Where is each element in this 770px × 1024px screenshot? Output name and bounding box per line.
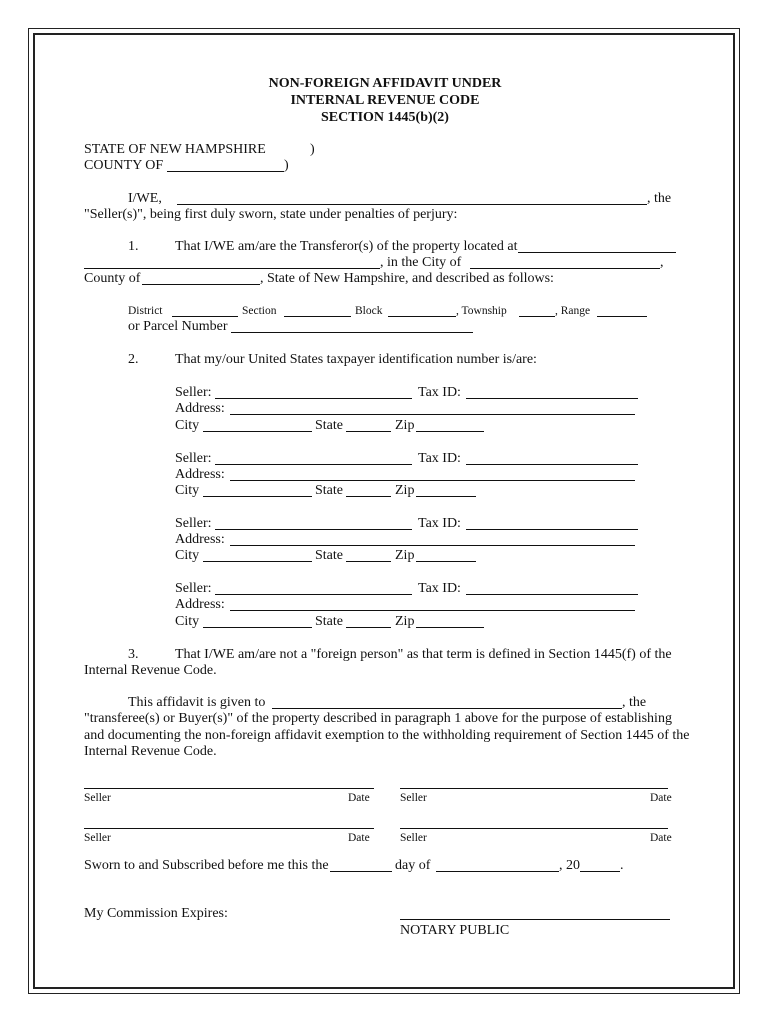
notary-signature-line[interactable] [400,919,670,920]
iwe-label: I/WE, [128,191,162,206]
block-line[interactable] [388,316,456,317]
township-line[interactable] [519,316,555,317]
seller-signature-label: Seller [84,792,111,804]
block-label: Block [355,305,383,317]
seller-label: Seller: [175,581,212,596]
section-line[interactable] [284,316,351,317]
date-label: Date [348,792,370,804]
tax-id-line[interactable] [466,398,638,399]
seller-label: Seller: [175,385,212,400]
state-label: State [315,548,343,563]
district-line[interactable] [172,316,238,317]
city-line[interactable] [203,496,312,497]
state-line[interactable] [346,561,391,562]
city-label: City [175,418,200,433]
state-label: State [315,614,343,629]
date-label: Date [348,832,370,844]
sworn-day-line[interactable] [330,871,392,872]
para3-text-2: Internal Revenue Code. [84,663,217,678]
tax-id-line[interactable] [466,529,638,530]
sworn-text: Sworn to and Subscribed before me this the [84,858,329,873]
seller-name-line[interactable] [215,398,412,399]
seller-label: Seller: [175,516,212,531]
city-line[interactable] [203,627,312,628]
county-of-label: County of [84,271,141,286]
city-label: City [175,614,200,629]
intro-text: "Seller(s)", being first duly sworn, state under penalties of perjury: [84,207,458,222]
sworn-year-line[interactable] [580,871,620,872]
zip-label: Zip [395,418,415,433]
address-line[interactable] [230,545,635,546]
address-line[interactable] [230,414,635,415]
address-label: Address: [175,597,225,612]
tax-id-label: Tax ID: [418,385,461,400]
city-comma: , [660,255,664,270]
affidavit-text-4: Internal Revenue Code. [84,744,217,759]
parcel-label: or Parcel Number [128,319,228,334]
seller-signature-label: Seller [84,832,111,844]
address-label: Address: [175,532,225,547]
tax-id-line[interactable] [466,594,638,595]
zip-line[interactable] [416,561,476,562]
affidavit-text-2: "transferee(s) or Buyer(s)" of the property described in paragraph 1 above for the purpose of establishing [84,711,672,726]
seller-signature-label: Seller [400,832,427,844]
state-line[interactable] [346,627,391,628]
tax-id-line[interactable] [466,464,638,465]
year-label: , 20 [559,858,580,873]
seller-signature-line-3[interactable] [84,828,374,829]
commission-expires-label: My Commission Expires: [84,906,228,921]
state-line[interactable] [346,431,391,432]
affidavit-text-3: and documenting the non-foreign affidavit exemption to the withholding requirement of Section 1445 of the [84,728,690,743]
state-description-text: , State of New Hampshire, and described as follows: [260,271,554,286]
city-line[interactable] [470,268,660,269]
para3-text: That I/WE am/are not a "foreign person" as that term is defined in Section 1445(f) of the [175,647,672,662]
seller-label: Seller: [175,451,212,466]
title-line-1: NON-FOREIGN AFFIDAVIT UNDER [268,76,502,91]
address-label: Address: [175,467,225,482]
county-paren: ) [284,158,289,173]
sworn-period: . [620,858,624,873]
zip-line[interactable] [416,496,476,497]
iwe-the: , the [647,191,672,206]
address-line[interactable] [230,480,635,481]
city-label: City [175,548,200,563]
para3-number: 3. [128,647,139,662]
address-label: Address: [175,401,225,416]
affidavit-given-label: This affidavit is given to [128,695,266,710]
title-line-3: SECTION 1445(b)(2) [321,110,449,125]
zip-line[interactable] [416,627,484,628]
parcel-line[interactable] [231,332,473,333]
county-of-line[interactable] [142,284,260,285]
city-label: , in the City of [380,255,462,270]
affidavit-the: , the [622,695,647,710]
zip-label: Zip [395,483,415,498]
state-line[interactable] [346,496,391,497]
tax-id-label: Tax ID: [418,581,461,596]
property-location-line-2[interactable] [84,268,380,269]
range-line[interactable] [597,316,647,317]
section-label: Section [242,305,277,317]
district-label: District [128,305,163,317]
seller-signature-line-1[interactable] [84,788,374,789]
zip-label: Zip [395,548,415,563]
state-label: State [315,418,343,433]
seller-signature-line-2[interactable] [400,788,668,789]
address-line[interactable] [230,610,635,611]
city-line[interactable] [203,561,312,562]
title-line-2: INTERNAL REVENUE CODE [290,93,480,108]
county-line[interactable] [167,171,284,172]
para1-number: 1. [128,239,139,254]
notary-public-label: NOTARY PUBLIC [400,923,510,938]
seller-names-line[interactable] [177,204,647,205]
tax-id-label: Tax ID: [418,451,461,466]
para2-number: 2. [128,352,139,367]
day-of-label: day of [395,858,431,873]
seller-signature-label: Seller [400,792,427,804]
zip-label: Zip [395,614,415,629]
date-label: Date [650,792,672,804]
township-label: , Township [456,305,507,317]
zip-line[interactable] [416,431,484,432]
county-label: COUNTY OF [84,158,164,173]
seller-name-line[interactable] [215,464,412,465]
date-label: Date [650,832,672,844]
state-label: STATE OF NEW HAMPSHIRE [84,142,266,157]
seller-name-line[interactable] [215,529,412,530]
range-label: , Range [555,305,591,317]
city-line[interactable] [203,431,312,432]
seller-name-line[interactable] [215,594,412,595]
state-paren: ) [310,142,315,157]
para2-text: That my/our United States taxpayer identification number is/are: [175,352,537,367]
tax-id-label: Tax ID: [418,516,461,531]
city-label: City [175,483,200,498]
page-border-inner [33,33,735,989]
buyer-name-line[interactable] [272,708,622,709]
seller-signature-line-4[interactable] [400,828,668,829]
sworn-month-line[interactable] [436,871,559,872]
para1-text: That I/WE am/are the Transferor(s) of the property located at [175,239,518,254]
property-location-line[interactable] [518,252,676,253]
state-label: State [315,483,343,498]
